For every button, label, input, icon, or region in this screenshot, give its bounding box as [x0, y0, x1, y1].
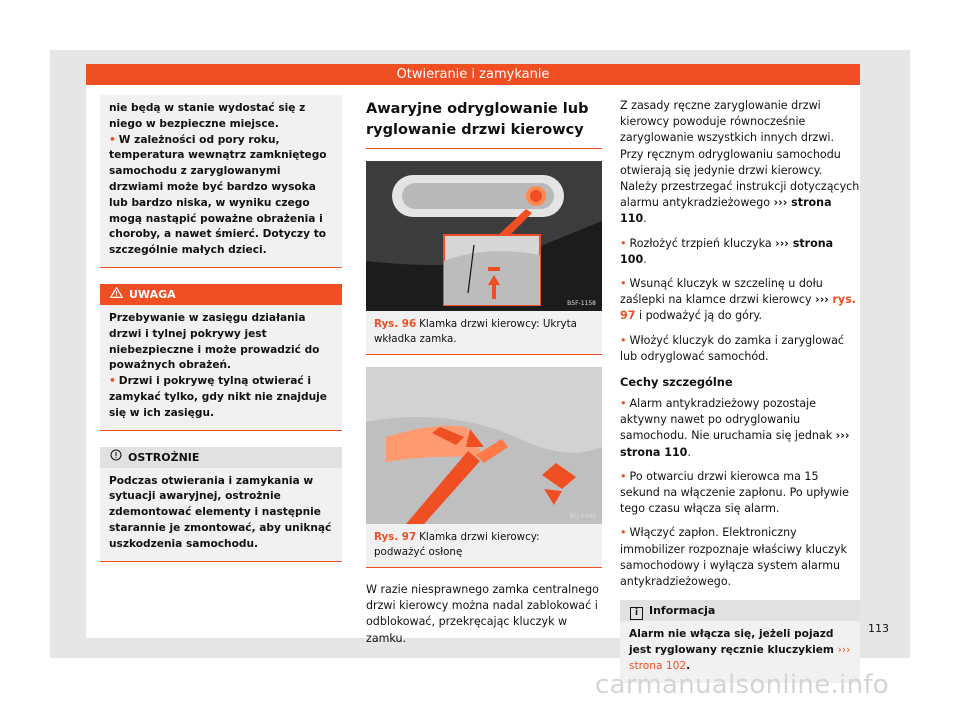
pry-cover-illustration: [366, 367, 602, 524]
exclamation-circle-icon: [110, 447, 122, 468]
info-title: Informacja: [649, 604, 716, 618]
warning-triangle-icon: [110, 284, 123, 305]
bullet-icon: •: [620, 333, 627, 347]
warning-title: UWAGA: [129, 287, 176, 301]
warning-body: [100, 305, 342, 431]
safety-continuation-box: [100, 95, 342, 268]
page-link[interactable]: ››› strona 102: [629, 644, 851, 672]
bullet-icon: •: [620, 397, 627, 411]
figure-code: BFJ-0042: [569, 513, 596, 520]
safety-bullet: • W zależności od pory roku, temperatura wewnątrz zamkniętego samochodu z zaryglowanymi drzwiami może być bardzo wysoka lub bardzo niska, w wyniku czego mogą nastąpić poważne obrażenia i choroby, a nawet śmierć. Dotyczy to szczególnie małych dzieci.: [109, 133, 327, 257]
emergency-paragraph: W razie niesprawnego zamka centralnego drzwi kierowcy można nadal zablokować i odblokować, przekręcając kluczyk w zamku.: [366, 583, 599, 645]
bullet-icon: •: [109, 133, 116, 146]
warning-box: [100, 284, 342, 431]
figure-link[interactable]: rys. 97: [620, 293, 856, 323]
page-link[interactable]: ››› strona 110: [620, 429, 850, 459]
subheading: Cechy szczególne: [620, 375, 733, 390]
bullet-icon: •: [620, 277, 627, 291]
bullet-icon: •: [620, 526, 627, 540]
figure-97: [366, 367, 602, 568]
page-link[interactable]: ››› strona 110: [620, 196, 832, 226]
bullet-icon: •: [109, 375, 116, 388]
caution-header: [100, 447, 342, 468]
figure-96-caption: Rys. 96 Klamka drzwi kierowcy: Ukryta wkładka zamka.: [374, 318, 577, 345]
section-title: Awaryjne odryglowanie lub ryglowanie drzwi kierowcy: [366, 95, 602, 149]
info-header: [620, 600, 860, 621]
left-column: [100, 95, 342, 562]
step-bullet: • Wsunąć kluczyk w szczelinę u dołu zaślepki na klamce drzwi kierowcy ››› rys. 97 i podważyć ją do góry.: [620, 277, 856, 323]
caution-text: Podczas otwierania i zamykania w sytuacji awaryjnej, ostrożnie zdemontować elementy i następnie starannie je zmontować, aby uniknąć uszkodzenia samochodu.: [109, 474, 332, 550]
feature-bullet: • Alarm antykradzieżowy pozostaje aktywny nawet po odryglowaniu samochodu. Nie uruchamia się jednak ››› strona 110.: [620, 397, 850, 459]
bullet-icon: •: [620, 469, 627, 483]
feature-bullet: • Po otwarciu drzwi kierowca ma 15 sekund na włączenie zapłonu. Po upływie tego czasu włącza się alarm.: [620, 469, 850, 516]
intro-paragraph: Z zasady ręczne zaryglowanie drzwi kierowcy powoduje równocześnie zaryglowanie wszystkich innych drzwi. Przy ręcznym odryglowaniu samochodu otwierają się jedynie drzwi kierowcy. Należy przestrzegać instrukcji dotyczących alarmu antykradzieżowego ››› strona 110.: [620, 99, 860, 226]
info-body: Alarm nie włącza się, jeżeli pojazd jest ryglowany ręcznie kluczykiem ››› strona 102.: [620, 621, 860, 682]
figure-code: B5F-1158: [567, 300, 596, 307]
figure-label: Rys. 97: [374, 531, 417, 543]
watermark: carmanualsonline.info: [595, 670, 890, 700]
feature-bullet: • Włączyć zapłon. Elektroniczny immobilizer rozpoznaje właściwy kluczyk samochodowy i wyłącza system alarmu antykradzieżowego.: [620, 526, 847, 589]
chapter-header: Otwieranie i zamykanie: [86, 64, 860, 85]
right-column: [620, 98, 860, 683]
caution-body: [100, 468, 342, 562]
caution-title: OSTROŻNIE: [128, 450, 200, 464]
bullet-icon: •: [620, 236, 627, 250]
continuation-text: nie będą w stanie wydostać się z niego w bezpieczne miejsce.: [109, 102, 306, 130]
page-number: 113: [868, 622, 889, 635]
figure-label: Rys. 96: [374, 318, 417, 330]
middle-column: [366, 95, 602, 655]
figure-96: [366, 161, 602, 355]
warning-header: [100, 284, 342, 305]
warning-text: Przebywanie w zasięgu działania drzwi i tylnej pokrywy jest niebezpieczne i może prowadzić do poważnych obrażeń.: [109, 311, 320, 372]
page-link[interactable]: ››› strona 100: [620, 236, 834, 266]
step-bullet: • Włożyć kluczyk do zamka i zaryglować lub odryglować samochód.: [620, 333, 845, 363]
door-handle-keyhole-illustration: [366, 161, 602, 311]
warning-bullet: • Drzwi i pokrywę tylną otwierać i zamykać tylko, gdy nikt nie znajduje się w ich zasięgu.: [109, 375, 327, 419]
info-icon: i: [630, 607, 643, 620]
figure-97-caption: Rys. 97 Klamka drzwi kierowcy: podważyć osłonę: [374, 531, 540, 558]
caution-box: [100, 447, 342, 562]
step-bullet: • Rozłożyć trzpień kluczyka ››› strona 100.: [620, 236, 834, 266]
